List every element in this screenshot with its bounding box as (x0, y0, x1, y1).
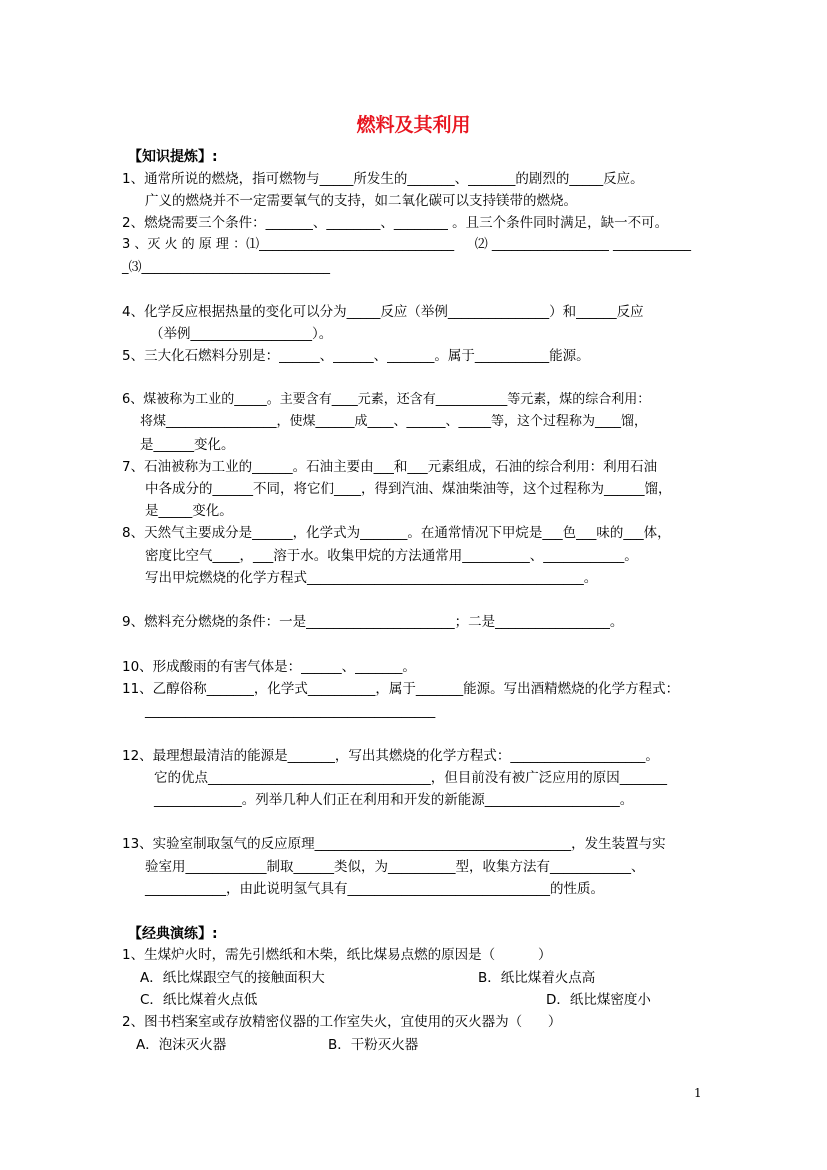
choice-a: A．泡沫灭火器 (136, 1037, 227, 1053)
text-line: 13、实验室制取氢气的反应原理______________________________________，发生装置与实 (122, 836, 666, 852)
choice-b: B．干粉灭火器 (328, 1037, 419, 1053)
text-line: 7、石油被称为工业的______。石油主要由___和___元素组成，石油的综合利用：利用石油 (122, 459, 658, 475)
text-line: ____________，由此说明氢气具有______________________________的性质。 (145, 881, 604, 897)
choice-b: B．纸比煤着火点高 (478, 970, 596, 986)
text-line: 4、化学反应根据热量的变化可以分为_____反应（举例_______________）和______反应 (122, 304, 644, 320)
text-line: 8、天然气主要成分是______，化学式为_______。在通常情况下甲烷是___色___味的___体， (122, 525, 671, 541)
question-line: 2、图书档案室或存放精密仪器的工作室失火，宜使用的灭火器为（ ） (122, 1014, 562, 1030)
text-line: 中各成分的______不同，将它们____，得到汽油、煤油柴油等，这个过程称为______馏， (145, 481, 672, 497)
text-line: 它的优点_________________________________，但目前没有被广泛应用的原因_______ (154, 770, 667, 786)
text-line: 验室用____________制取______类似，为__________型，收集方法有____________、 (145, 859, 645, 875)
section-heading-knowledge: 【知识提炼】: (128, 149, 218, 165)
text-line: 10、形成酸雨的有害气体是：______、_______。 (122, 659, 416, 675)
text-line: 9、燃料充分燃烧的条件：一是______________________；二是_________________。 (122, 614, 624, 630)
text-line: 将煤_________________，使煤______成____、______、_____等，这个过程称为____馏， (140, 414, 648, 429)
text-line: 6、煤被称为工业的_____。主要含有____元素，还含有___________等元素，煤的综合利用： (122, 392, 651, 407)
text-line: （举例__________________）。 (150, 326, 333, 342)
text-line: 11、乙醇俗称_______，化学式__________，属于_______能源。写出酒精燃烧的化学方程式： (122, 681, 680, 697)
choice-d: D．纸比煤密度小 (546, 992, 651, 1008)
text-line: 是______变化。 (140, 437, 235, 453)
text-line: 1、通常所说的燃烧，指可燃物与_____所发生的_______、_______的剧烈的_____反应。 (122, 171, 644, 187)
section-heading-practice: 【经典演练】: (128, 926, 218, 942)
text-line: 是_____变化。 (145, 503, 233, 519)
text-line: 写出甲烷燃烧的化学方程式_________________________________________。 (145, 570, 598, 586)
page-number: 1 (694, 1086, 702, 1100)
text-line: 3 、灭 火 的 原 理 ：⑴______________________________ ⑵ __________________ ____________ (122, 237, 691, 252)
text-line: _____________。列举几种人们正在利用和开发的新能源____________________。 (154, 792, 634, 808)
choice-c: C．纸比煤着火点低 (140, 992, 258, 1008)
choice-a: A．纸比煤跟空气的接触面积大 (140, 970, 325, 986)
question-line: 1、生煤炉火时，需先引燃纸和木柴，纸比煤易点燃的原因是（ ） (122, 947, 552, 963)
text-line: 密度比空气____，___溶于水。收集甲烷的方法通常用__________、____________。 (145, 548, 638, 564)
text-line: _⑶_____________________________ (122, 260, 331, 275)
text-line: 2、燃烧需要三个条件：_______、________、________ 。且三个条件同时满足，缺一不可。 (122, 215, 669, 231)
text-line: ___________________________________________ (145, 703, 436, 719)
document-title: 燃料及其利用 (356, 114, 471, 136)
text-line: 广义的燃烧并不一定需要氧气的支持，如二氧化碳可以支持镁带的燃烧。 (145, 193, 577, 209)
text-line: 12、最理想最清洁的能源是_______，写出其燃烧的化学方程式：____________________。 (122, 748, 659, 764)
text-line: 5、三大化石燃料分别是：______、______、_______。属于___________能源。 (122, 348, 590, 364)
